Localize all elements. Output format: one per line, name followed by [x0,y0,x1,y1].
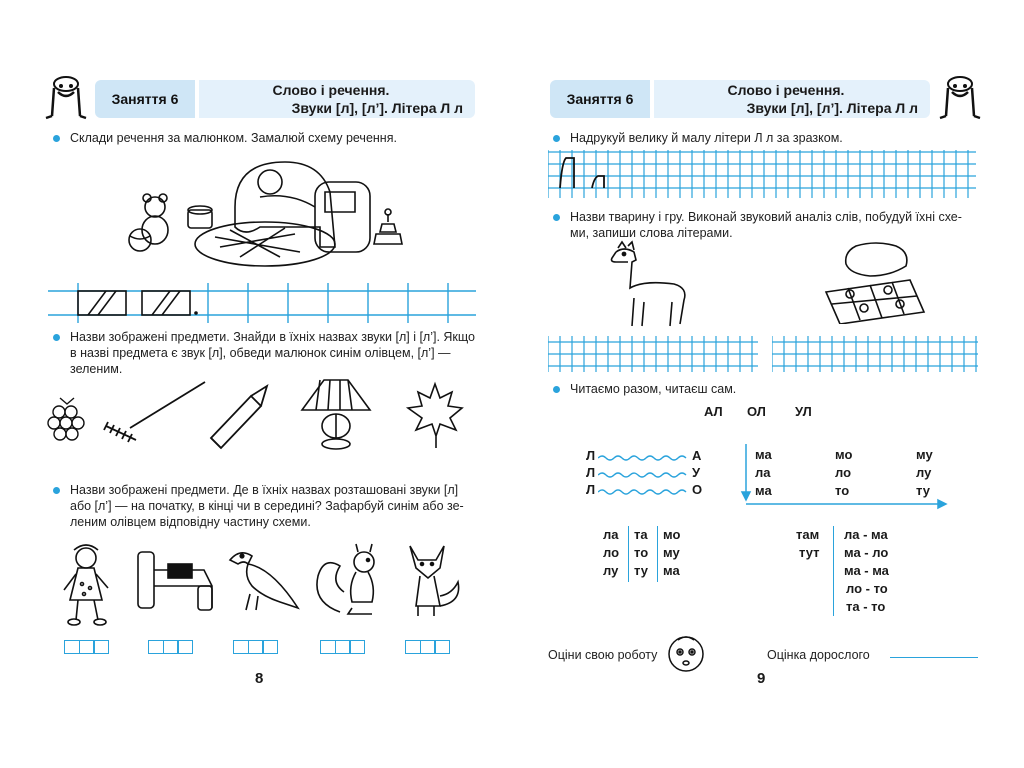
bullet [553,214,560,221]
grid-syllable: ма [755,483,772,498]
page-number-right: 9 [757,670,766,687]
lesson-label: Заняття 6 [550,80,650,118]
rake-icon [100,378,210,448]
col4-word: тут [799,545,820,560]
col2-syllable: та [634,527,648,542]
parrot-icon [222,546,302,616]
col3-syllable: му [663,545,680,560]
wavy-connectors [598,450,690,500]
right-letter: У [692,465,701,480]
col1-syllable: ло [603,545,620,560]
task-3-line-2: або [л’] — на початку, в кінці чи в середині? Зафарбуй синім або зе- [70,499,464,513]
lesson-title [199,80,475,118]
page-number-left: 8 [255,670,264,687]
grid-syllable: му [916,447,933,462]
bullet [553,135,560,142]
bullet [53,487,60,494]
task-1-text: Надрукуй велику й малу літери Л л за зразком. [570,131,843,145]
analysis-grid-left[interactable] [548,336,758,372]
col1-syllable: ла [603,527,619,542]
sentence-scheme-line [48,283,476,323]
right-letter: О [692,482,703,497]
sound-scheme-2[interactable] [148,640,192,654]
lesson-label: Заняття 6 [95,80,195,118]
task-2-line-2: ми, запиши слова літерами. [570,226,733,240]
syllable-top: АЛ [704,404,723,419]
adult-assess-label: Оцінка дорослого [767,648,870,662]
title-line-2: Звуки [л], [л’]. Літера Л л [746,100,918,116]
column-divider [628,526,629,582]
task-1-text: Склади речення за малюнком. Замалюй схему речення. [70,131,397,145]
bullet [53,334,60,341]
col1-syllable: лу [603,563,619,578]
column-divider [657,526,658,582]
bullet [553,386,560,393]
task-3-line-3: леним олівцем відповідну частину схеми. [70,515,311,529]
squirrel-icon [312,542,384,620]
fox-icon [400,542,466,622]
pencil-icon [205,382,271,452]
col5-word: ла - ма [844,527,888,542]
left-letter: Л [586,465,596,480]
right-letter: А [692,448,702,463]
grid-syllable: ло [835,465,852,480]
col3-syllable: ма [663,563,680,578]
task-2-line-3: зеленим. [70,362,123,376]
title-line-1: Слово і речення. [272,82,390,98]
lotto-game-icon [820,242,930,324]
col3-syllable: мо [663,527,681,542]
left-letter: Л [586,448,596,463]
sound-scheme-1[interactable] [64,640,108,654]
maple-leaf-icon [402,380,468,450]
sound-scheme-3[interactable] [233,640,277,654]
bedroom-illustration [120,152,410,277]
lamp-icon [296,376,376,454]
grid-syllable: ма [755,447,772,462]
col5-word: ло - то [846,581,888,596]
right-header [550,80,930,118]
raspberry-icon [46,392,88,444]
col5-word: ма - ло [844,545,889,560]
bed-icon [134,546,218,616]
task-2-line-1: Назви зображені предмети. Знайди в їхніх назвах звуки [л] і [л’]. Якщо [70,330,475,344]
sound-scheme-5[interactable] [405,640,449,654]
task-3-line-1: Назви зображені предмети. Де в їхніх назвах розташовані звуки [л] [70,483,459,497]
column-divider [833,526,834,616]
col4-word: там [796,527,820,542]
title-line-2: Звуки [л], [л’]. Літера Л л [291,100,463,116]
sound-scheme-4[interactable] [320,640,364,654]
syllable-top: ОЛ [747,404,766,419]
llama-icon [604,240,694,332]
lesson-title [654,80,930,118]
self-assess-label: Оціни свою роботу [548,648,658,662]
letter-writing-grid[interactable] [548,150,976,198]
col5-word: ма - ма [844,563,889,578]
col2-syllable: то [634,545,649,560]
task-2-line-2: в назві предмета є звук [л], обведи малюнок синім олівцем, [л’] — [70,346,451,360]
syllable-top: УЛ [795,404,812,419]
letter-l-mascot-icon [936,74,984,122]
grid-syllable: то [835,483,850,498]
left-header [95,80,475,118]
task-3-text: Читаємо разом, читаєш сам. [570,382,737,396]
grid-syllable: ту [916,483,930,498]
bullet [53,135,60,142]
col2-syllable: ту [634,563,648,578]
task-2-line-1: Назви тварину і гру. Виконай звуковий аналіз слів, побудуй їхні схе- [570,210,962,224]
letter-l-mascot-icon [42,74,90,122]
grid-syllable: мо [835,447,853,462]
left-letter: Л [586,482,596,497]
smiley-face-icon[interactable] [664,630,708,674]
grid-syllable: ла [755,465,771,480]
analysis-grid-right[interactable] [772,336,978,372]
grid-syllable: лу [916,465,932,480]
doll-icon [56,540,118,628]
adult-assess-line[interactable] [890,657,978,658]
col5-word: та - то [846,599,886,614]
title-line-1: Слово і речення. [727,82,845,98]
